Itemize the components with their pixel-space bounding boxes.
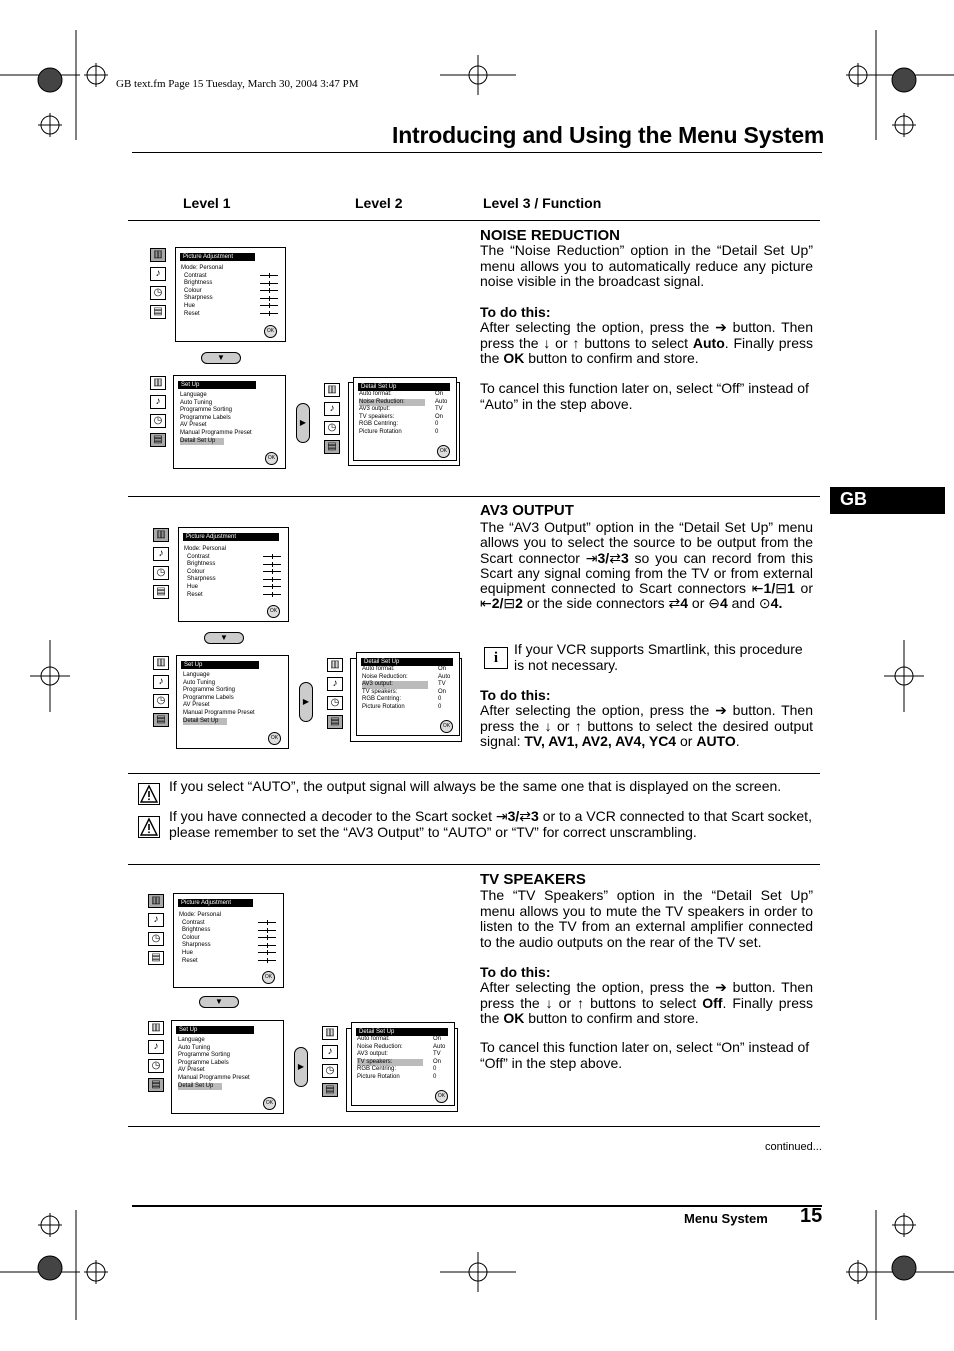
- right-arrow-icon: ▶: [299, 682, 313, 722]
- picture-icon: ▥: [153, 528, 169, 542]
- setup-icon: ▤: [153, 585, 169, 599]
- ok-button-icon: OK: [437, 445, 450, 458]
- scart-av-icon: ⇄: [609, 549, 621, 566]
- title-rule: [132, 152, 822, 153]
- section-rule: [128, 220, 820, 221]
- menu-icons: [153, 656, 171, 732]
- menu-title: Set Up: [178, 381, 256, 389]
- setup-icon: ▤: [153, 713, 169, 727]
- right-arrow-icon: ▶: [294, 1047, 308, 1087]
- file-info: GB text.fm Page 15 Tuesday, March 30, 2004 3:47 PM: [116, 78, 359, 90]
- sound-icon: ♪: [327, 677, 343, 691]
- menu-values: On Auto TV On 0 0: [433, 1036, 446, 1080]
- tv-speakers-desc: The “TV Speakers” option in the “Detail Set Up” menu allows you to mute the TV speakers in order to listen to the TV from an external amplifier connected to the audio outputs on the rear of the TV set.: [480, 887, 813, 950]
- clock-icon: ◷: [153, 566, 169, 580]
- down-arrow-icon: ↓: [545, 994, 553, 1011]
- ok-button-icon: OK: [435, 1090, 448, 1103]
- menu-icons: [153, 528, 171, 604]
- picture-icon: ▥: [322, 1026, 338, 1040]
- noise-todo-heading: To do this:: [480, 304, 551, 320]
- picture-icon: ▥: [150, 248, 166, 262]
- up-arrow-icon: ↑: [577, 994, 585, 1011]
- down-arrow-icon: ▼: [199, 996, 239, 1008]
- clock-icon: ◷: [150, 286, 166, 300]
- down-arrow-icon: ▼: [201, 352, 241, 364]
- scart-rgb-icon: ⊟: [503, 595, 516, 612]
- tv-speakers-heading: TV SPEAKERS: [480, 871, 586, 888]
- scart-input-icon: ⇤: [751, 580, 764, 597]
- menu-items: Mode: Personal Contrast Brightness Colour Sharpness Hue Reset: [179, 912, 222, 964]
- menu-items: Language Auto Tuning Programme Sorting Programme Labels AV Preset Manual Programme Preset Detail Set Up: [180, 392, 252, 444]
- slider-column: [263, 554, 281, 600]
- column-level2: Level 2: [355, 195, 403, 211]
- warning-auto-note: If you select “AUTO”, the output signal will always be the same one that is displayed on the screen.: [169, 778, 782, 794]
- picture-menu-screen: [178, 527, 289, 622]
- column-level3: Level 3 / Function: [483, 195, 602, 211]
- menu-icons: [148, 894, 166, 970]
- menu-icons: [148, 1021, 166, 1097]
- clock-icon: ◷: [148, 1059, 164, 1073]
- sound-icon: ♪: [153, 547, 169, 561]
- setup-menu-screen: [176, 655, 289, 749]
- menu-values: On Auto TV On 0 0: [438, 666, 451, 710]
- down-arrow-icon: ↓: [543, 334, 551, 351]
- scart-output-icon: ⇥: [585, 549, 598, 566]
- detail-menu-screen: [351, 1022, 455, 1106]
- ok-button-icon: OK: [265, 452, 278, 465]
- clock-icon: ◷: [327, 696, 343, 710]
- scart-rgb-icon: ⊟: [775, 580, 787, 597]
- ok-button-icon: OK: [262, 971, 275, 984]
- noise-reduction-desc: The “Noise Reduction” option in the “Detail Set Up” menu allows you to automatically reduce any picture noise visible in the broadcast signal.: [480, 242, 813, 289]
- footer-rule: [132, 1205, 822, 1207]
- menu-items: Language Auto Tuning Programme Sorting Programme Labels AV Preset Manual Programme Preset Detail Set Up: [178, 1037, 250, 1089]
- scart-av-icon: ⇄: [519, 808, 532, 824]
- menu-title: Picture Adjustment: [183, 533, 279, 541]
- menu-title: Picture Adjustment: [180, 253, 255, 261]
- picture-icon: ▥: [153, 656, 169, 670]
- svideo-icon: ⇄: [668, 595, 681, 612]
- setup-icon: ▤: [148, 951, 164, 965]
- footer-section-label: Menu System: [684, 1211, 768, 1226]
- page-number: 15: [800, 1205, 823, 1227]
- picture-menu-screen: [175, 247, 286, 342]
- right-arrow-icon: ➔: [715, 979, 727, 995]
- menu-items: Auto format: Noise Reduction: AV3 output: TV speakers: RGB Centring: Picture Rotation: [357, 1036, 423, 1082]
- right-arrow-icon: ➔: [715, 702, 727, 718]
- down-arrow-icon: ▼: [204, 632, 244, 644]
- scart-input-icon: ⇤: [480, 595, 492, 612]
- sound-icon: ♪: [150, 395, 166, 409]
- av3-todo-heading: To do this:: [480, 687, 551, 703]
- picture-icon: ▥: [324, 383, 340, 397]
- menu-values: On Auto TV On 0 0: [435, 391, 448, 435]
- up-arrow-icon: ↑: [572, 334, 580, 351]
- menu-title: Picture Adjustment: [178, 899, 253, 907]
- section-rule: [128, 864, 820, 865]
- speakers-steps: After selecting the option, press the ➔ button. Then press the ↓ or ↑ buttons to select Off. Finally press the OK button to confirm and store.: [480, 979, 813, 1026]
- warning-icon: [138, 816, 160, 838]
- down-arrow-icon: ↓: [544, 717, 552, 734]
- section-rule: [128, 1126, 820, 1127]
- menu-icons: [324, 383, 342, 459]
- sound-icon: ♪: [150, 267, 166, 281]
- menu-items: Auto format: Noise Reduction: AV3 output: TV speakers: RGB Centring: Picture Rotation: [362, 666, 428, 712]
- slider-column: [258, 920, 276, 966]
- setup-icon: ▤: [327, 715, 343, 729]
- av3-output-desc: The “AV3 Output” option in the “Detail Set Up” menu allows you to select the source to be output from the Scart connector ⇥3/⇄3 so you can record from this Scart any signal coming from the TV or from external equipment connected to Scart connectors ⇤1/⊟1 or ⇤2/⊟2 or the side connectors ⇄4 or ⊖4 and ⊙4.: [480, 519, 813, 612]
- menu-icons: [327, 658, 345, 734]
- setup-icon: ▤: [324, 440, 340, 454]
- up-arrow-icon: ↑: [574, 717, 582, 734]
- warning-icon: [138, 783, 160, 805]
- continued-note: continued...: [765, 1141, 822, 1153]
- audio-input-icon: ⊙: [758, 595, 771, 612]
- setup-menu-screen: [173, 375, 286, 469]
- picture-icon: ▥: [148, 1021, 164, 1035]
- noise-cancel-note: To cancel this function later on, select “Off” instead of “Auto” in the step above.: [480, 380, 809, 412]
- setup-icon: ▤: [150, 305, 166, 319]
- speakers-cancel-note: To cancel this function later on, select “On” instead of “Off” in the step above.: [480, 1039, 810, 1071]
- picture-icon: ▥: [327, 658, 343, 672]
- noise-reduction-heading: NOISE REDUCTION: [480, 227, 621, 244]
- ok-button-icon: OK: [263, 1097, 276, 1110]
- picture-menu-screen: [173, 893, 284, 988]
- right-arrow-icon: ▶: [296, 403, 310, 443]
- menu-icons: [150, 376, 168, 452]
- section-rule: [128, 496, 820, 497]
- menu-title: Set Up: [176, 1026, 254, 1034]
- clock-icon: ◷: [150, 414, 166, 428]
- noise-steps: After selecting the option, press the ➔ button. Then press the ↓ or ↑ buttons to select Auto. Finally press the OK button to confirm and store.: [480, 319, 813, 366]
- sound-icon: ♪: [153, 675, 169, 689]
- detail-menu-screen: [356, 652, 460, 736]
- right-arrow-icon: ➔: [715, 319, 727, 335]
- menu-title: Set Up: [181, 661, 259, 669]
- speakers-todo-heading: To do this:: [480, 964, 551, 980]
- sound-icon: ♪: [322, 1045, 338, 1059]
- clock-icon: ◷: [148, 932, 164, 946]
- column-level1: Level 1: [183, 195, 231, 211]
- info-icon: i: [484, 647, 508, 669]
- menu-icons: [150, 248, 168, 324]
- menu-items: Mode: Personal Contrast Brightness Colour Sharpness Hue Reset: [181, 265, 224, 317]
- ok-button-icon: OK: [268, 732, 281, 745]
- menu-items: Auto format: Noise Reduction: AV3 output: TV speakers: RGB Centring: Picture Rotation: [359, 391, 425, 437]
- picture-icon: ▥: [148, 894, 164, 908]
- setup-menu-screen: [171, 1020, 284, 1114]
- page-title: Introducing and Using the Menu System: [392, 122, 825, 148]
- menu-items: Mode: Personal Contrast Brightness Colour Sharpness Hue Reset: [184, 546, 227, 598]
- setup-icon: ▤: [322, 1083, 338, 1097]
- setup-icon: ▤: [150, 433, 166, 447]
- vcr-smartlink-note: If your VCR supports Smartlink, this procedure is not necessary.: [514, 641, 803, 673]
- ok-button-icon: OK: [264, 325, 277, 338]
- sound-icon: ♪: [148, 913, 164, 927]
- language-tab: GB: [830, 487, 945, 514]
- picture-icon: ▥: [150, 376, 166, 390]
- menu-items: Language Auto Tuning Programme Sorting Programme Labels AV Preset Manual Programme Preset Detail Set Up: [183, 672, 255, 724]
- sound-icon: ♪: [324, 402, 340, 416]
- video-input-icon: ⊖: [708, 595, 720, 612]
- ok-button-icon: OK: [267, 605, 280, 618]
- av3-output-heading: AV3 OUTPUT: [480, 502, 574, 519]
- menu-icons: [322, 1026, 340, 1102]
- detail-menu-screen: [353, 377, 457, 461]
- slider-column: [260, 273, 278, 319]
- clock-icon: ◷: [153, 694, 169, 708]
- ok-button-icon: OK: [440, 720, 453, 733]
- scart-output-icon: ⇥: [495, 808, 508, 824]
- menu-title: Detail Set Up: [358, 383, 450, 391]
- menu-title: Detail Set Up: [361, 658, 453, 666]
- menu-title: Detail Set Up: [356, 1028, 448, 1036]
- av3-steps: After selecting the option, press the ➔ button. Then press the ↓ or ↑ buttons to select the desired output signal: TV, AV1, AV2, AV4, YC4 or AUTO.: [480, 702, 813, 749]
- clock-icon: ◷: [324, 421, 340, 435]
- setup-icon: ▤: [148, 1078, 164, 1092]
- sound-icon: ♪: [148, 1040, 164, 1054]
- clock-icon: ◷: [322, 1064, 338, 1078]
- warning-decoder-note: If you have connected a decoder to the Scart socket ⇥3/⇄3 or to a VCR connected to that Scart socket, please remember to set the “AV3 Output” to “AUTO” or “TV” for correct unscrambling.: [169, 808, 812, 840]
- section-rule: [128, 773, 820, 774]
